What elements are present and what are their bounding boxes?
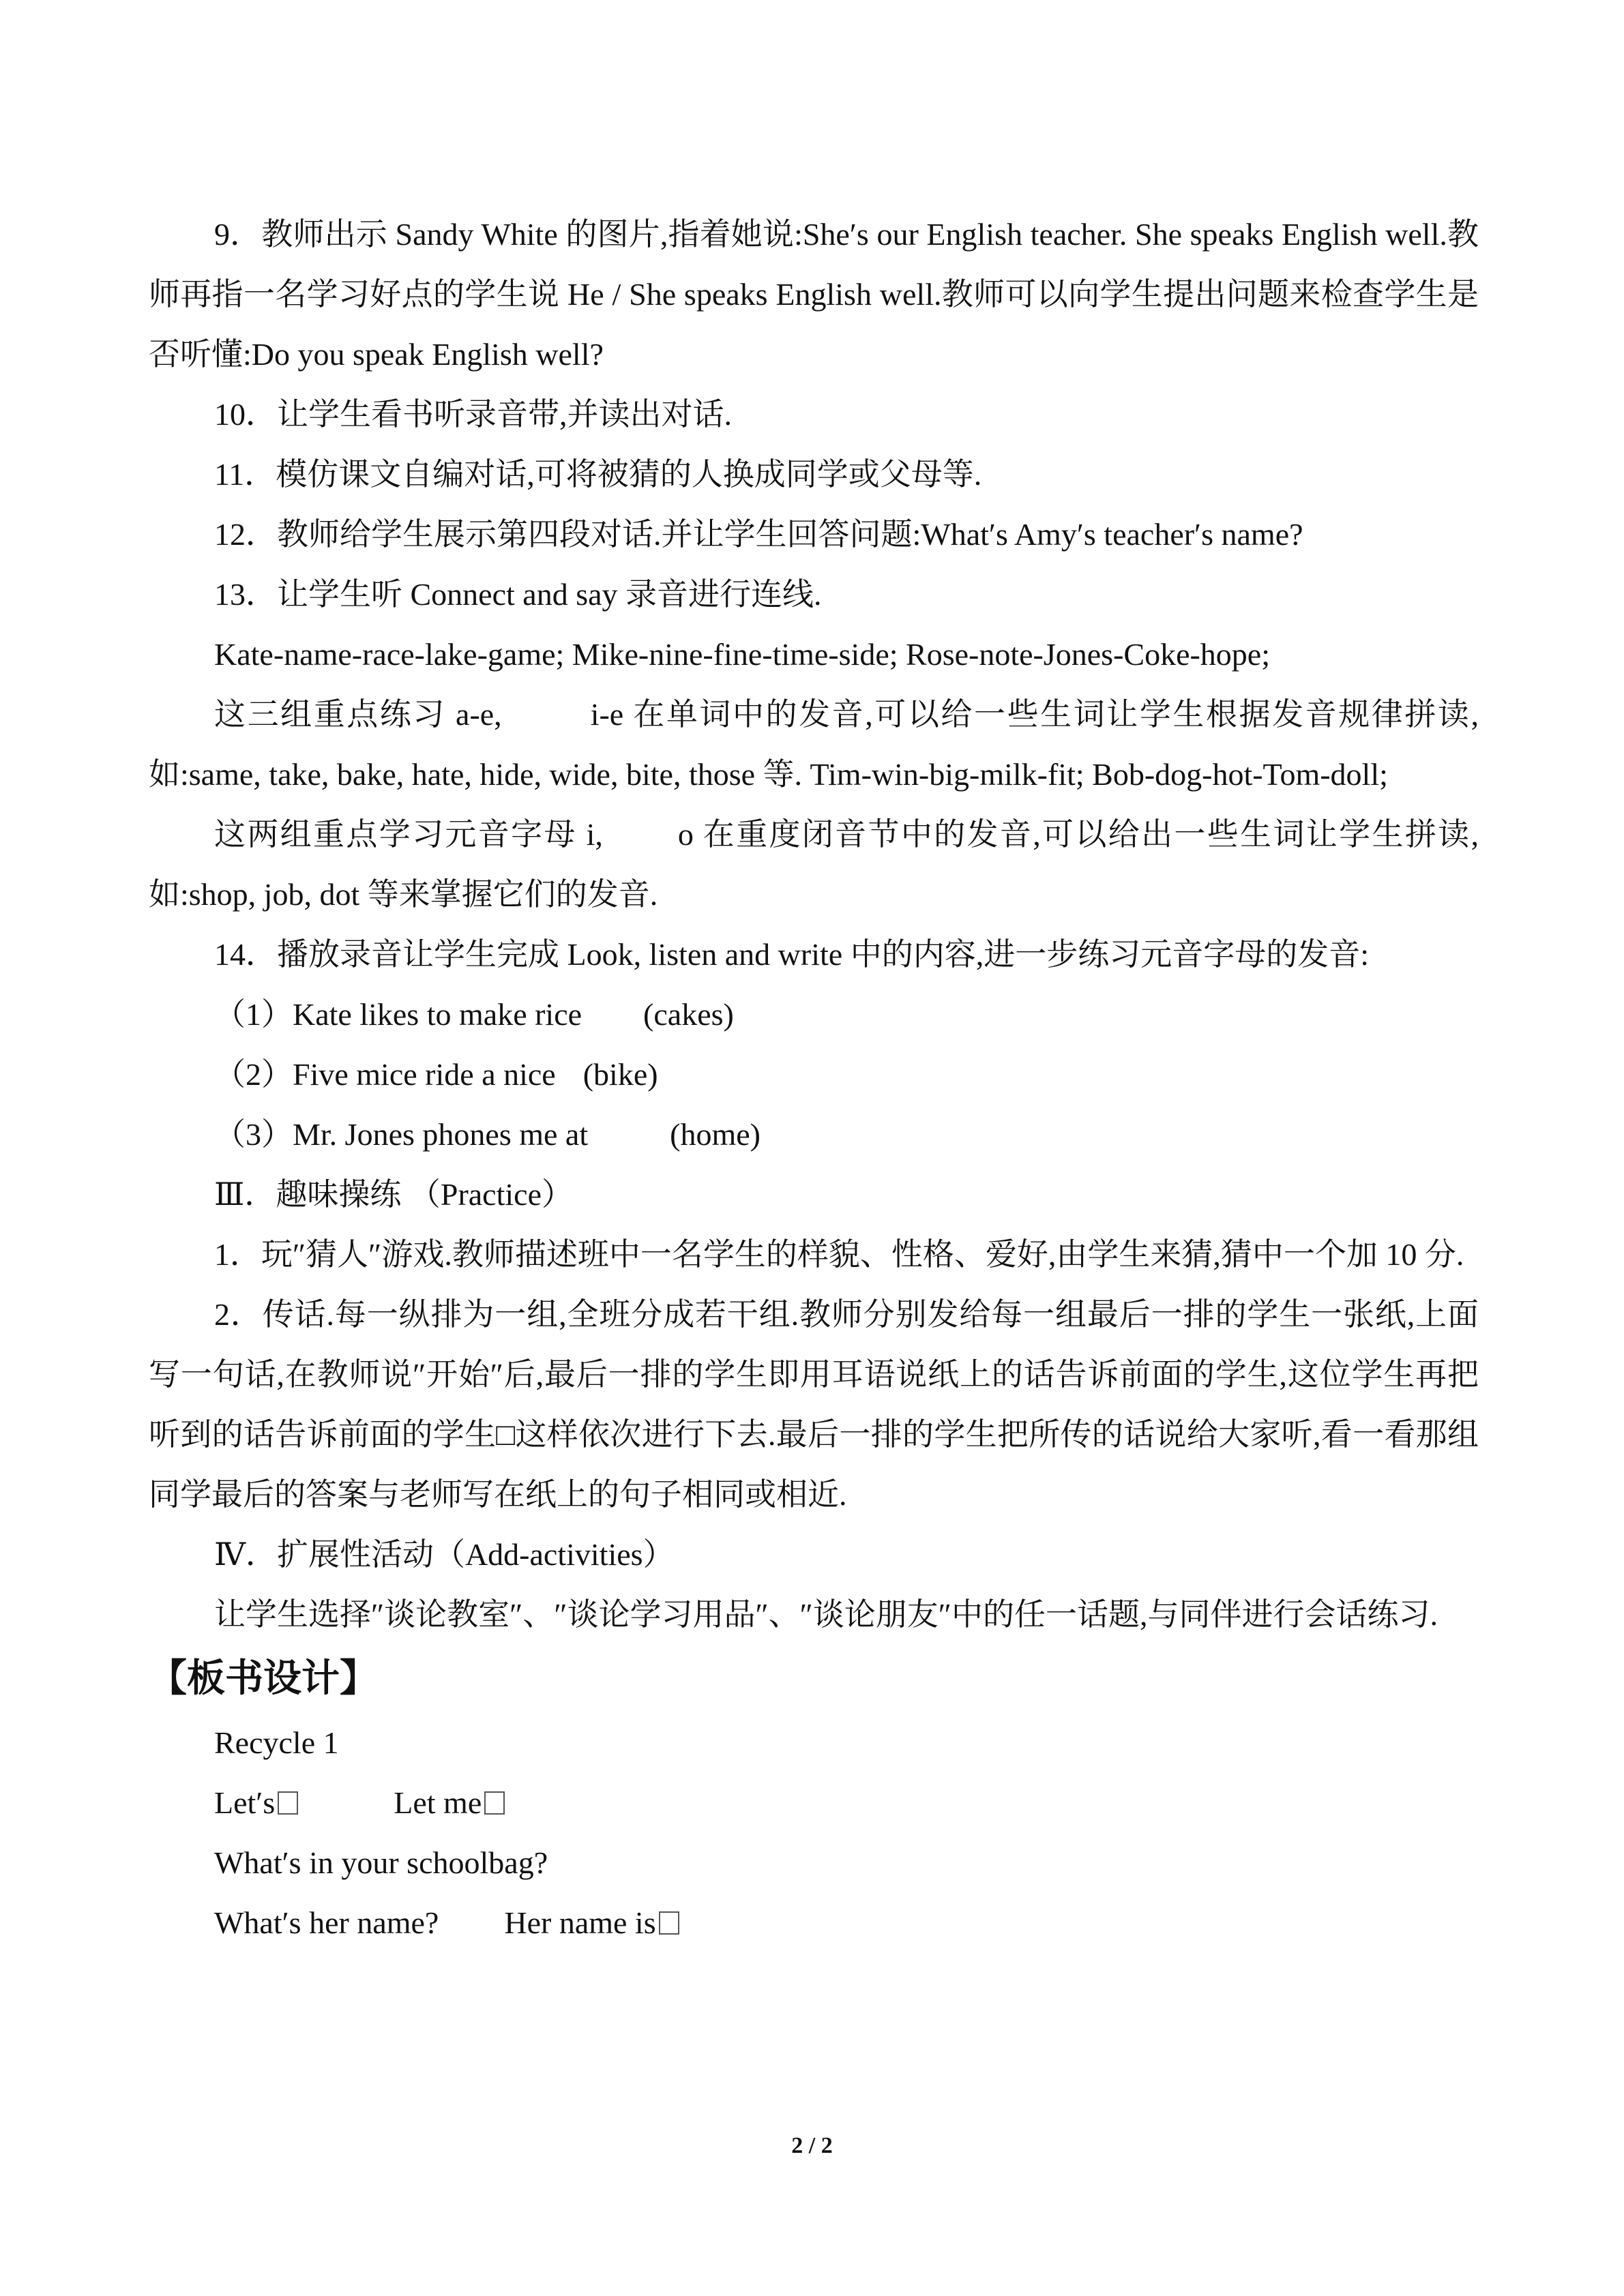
board-line-recycle: Recycle 1 [214,1725,339,1760]
two-groups-start: 这两组重点学习元音字母 i, [214,817,603,852]
two-groups-rest: o 在重度闭音节中的发音,可以给出一些生词让学生拼读,如:shop, job, dot 等来掌握它们的发音. [149,817,1479,912]
exercise-item-3-answer: (home) [670,1117,761,1152]
board-line-name [149,1893,1479,1953]
document-page [149,205,1479,1953]
paragraph-three-groups [149,685,1479,805]
paragraph-two-groups [149,805,1479,925]
board-line-lets [149,1773,1479,1833]
paragraph-step-9: 9．教师出示 Sandy White 的图片,指着她说:She′s our English teacher. She speaks English well.教师再指一名学习好点的学生说 He / She speaks English well.教师可以向学生提出问题来检查学生是否听懂:Do you speak English well? [149,217,1479,372]
page-number: 2 / 2 [791,2133,833,2158]
exercise-item-1-answer: (cakes) [643,997,734,1032]
exercise-item-3 [149,1105,1479,1165]
practice-activity-2: 2．传话.每一纵排为一组,全班分成若干组.教师分别发给每一组最后一排的学生一张纸,上面写一句话,在教师说″开始″后,最后一排的学生即用耳语说纸上的话告诉前面的学生,这位学生再把听到的话告诉前面的学生□这样依次进行下去.最后一排的学生把所传的话说给大家听,看一看那组同学最后的答案与老师写在纸上的句子相同或相近. [149,1297,1479,1512]
word-groups-line: Kate-name-race-lake-game; Mike-nine-fine-time-side; Rose-note-Jones-Coke-hope; [214,637,1271,672]
exercise-item-2-answer: (bike) [582,1057,658,1092]
board-design-heading: 【板书设计】 [149,1656,378,1701]
board-line-schoolbag: What′s in your schoolbag? [214,1845,548,1880]
exercise-item-2-text: （2）Five mice ride a nice [214,1057,556,1092]
paragraph-step-13: 13．让学生听 Connect and say 录音进行连线. [214,577,822,612]
paragraph-step-10: 10．让学生看书听录音带,并读出对话. [214,397,732,432]
section-extension-title: Ⅳ．扩展性活动（Add-activities） [214,1537,675,1572]
extension-body: 让学生选择″谈论教室″、″谈论学习用品″、″谈论朋友″中的任一话题,与同伴进行会话练习. [214,1597,1438,1632]
section-practice-title: Ⅲ．趣味操练 （Practice） [214,1177,573,1212]
exercise-item-2 [149,1045,1479,1105]
exercise-item-3-text: （3）Mr. Jones phones me at [214,1117,589,1152]
exercise-item-1-text: （1）Kate likes to make rice [214,997,582,1032]
paragraph-step-11: 11．模仿课文自编对话,可将被猜的人换成同学或父母等. [214,457,982,492]
blank-box-icon [659,1911,679,1935]
paragraph-step-12: 12．教师给学生展示第四段对话.并让学生回答问题:What′s Amy′s teacher′s name? [214,517,1303,552]
exercise-item-1 [149,985,1479,1045]
blank-box-icon [484,1791,505,1815]
three-groups-start: 这三组重点练习 a-e, [214,697,502,732]
board-let-me-text: Let me [394,1785,482,1820]
three-groups-rest: i-e 在单词中的发音,可以给一些生词让学生根据发音规律拼读,如:same, take, bake, hate, hide, wide, bite, those 等. Tim-win-big-milk-fit; Bob-dog-hot-Tom-doll; [149,697,1479,792]
practice-activity-1: 1．玩″猜人″游戏.教师描述班中一名学生的样貌、性格、爱好,由学生来猜,猜中一个加 10 分. [214,1237,1464,1272]
board-lets-text: Let′s [214,1785,276,1820]
paragraph-step-14: 14．播放录音让学生完成 Look, listen and write 中的内容,进一步练习元音字母的发音: [214,937,1369,972]
board-her-name-is: Her name is [504,1905,656,1940]
blank-box-icon [278,1791,298,1815]
board-whats-her-name: What′s her name? [214,1905,439,1940]
